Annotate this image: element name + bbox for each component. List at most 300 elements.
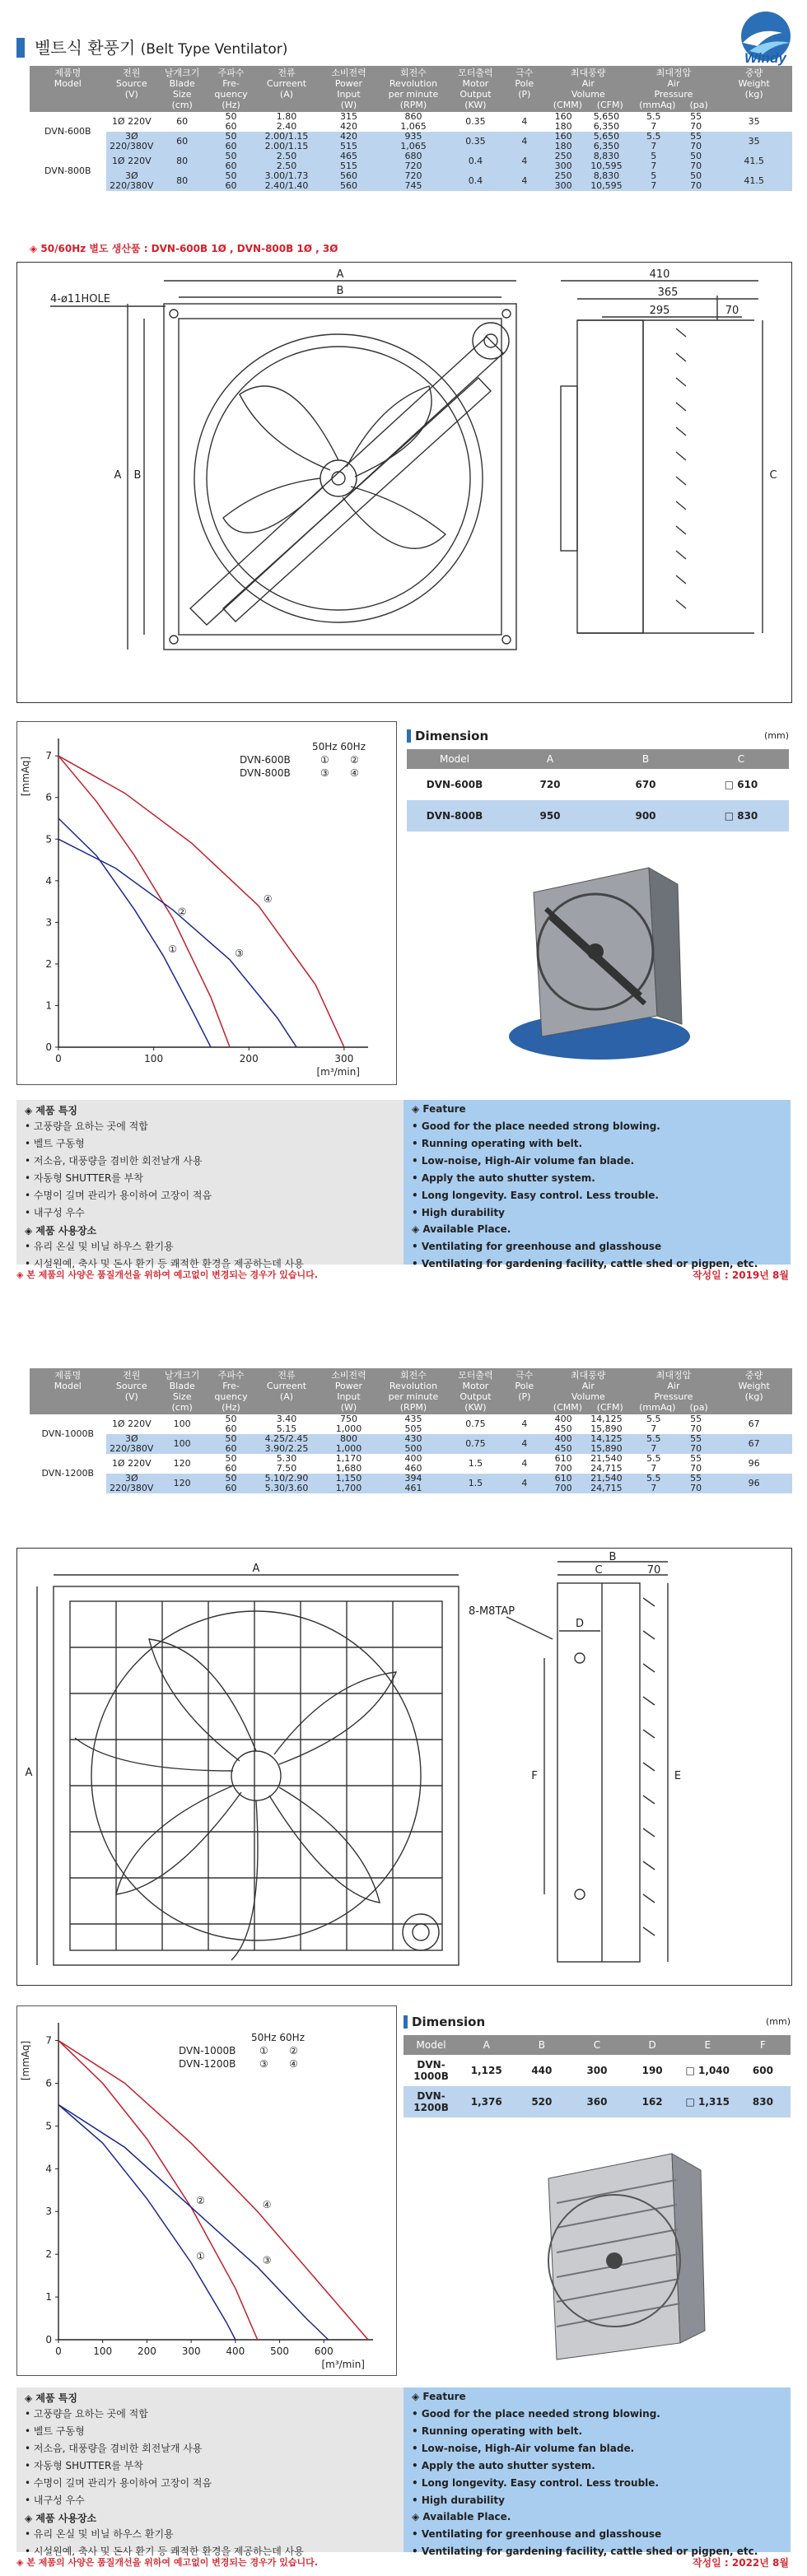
series-label-4: ④ [262, 2199, 272, 2211]
spec-cell-source: 1Ø 220V [106, 112, 157, 132]
dimension-accent-bar [407, 729, 411, 743]
spec-cell-pa: 50 70 [676, 171, 716, 191]
spec-cell-pole: 4 [504, 1434, 545, 1454]
list-item: • 고풍량을 요하는 곳에 적합 [25, 1120, 148, 1132]
list-item: • Ventilating for greenhouse and glasshouse [412, 2528, 662, 2540]
brand-name: Windy [744, 50, 786, 66]
spec-cell-motor: 1.5 [447, 1454, 503, 1474]
x-axis-label: [m³/min] [321, 2359, 365, 2370]
spec-cell-weight: 67 [716, 1434, 792, 1454]
dimension-row [407, 800, 789, 831]
spec-cell-cmm: 250 300 [545, 151, 581, 171]
spec-cell-power: 1,170 1,680 [318, 1454, 379, 1474]
spec-cell-mmaq: 5.5 7 [632, 1414, 676, 1434]
spec-cell-freq: 50 60 [207, 1474, 254, 1493]
spec-cell-pole: 4 [504, 1454, 545, 1474]
dimension-cell: □ 830 [693, 800, 789, 831]
spec-cell-pa: 55 70 [676, 1434, 716, 1454]
feature-list-en [412, 2406, 660, 2509]
spec-cell-weight: 35 [716, 132, 792, 151]
spec-header-weight: 중량 Weight (kg) [716, 1368, 792, 1414]
spec-cell-cmm: 610 700 [545, 1474, 581, 1493]
dim2-label-d: D [575, 1618, 585, 1630]
spec-cell-mmaq: 5 7 [632, 171, 676, 191]
y-tick-label: 7 [45, 750, 52, 762]
spec-header-source: 전원 Source (V) [106, 1368, 157, 1414]
dimension-accent-bar [404, 2015, 408, 2029]
spec-cell-motor: 1.5 [447, 1474, 503, 1493]
spec-cell-weight: 96 [716, 1454, 792, 1474]
spec-header-motor: 모터출력 Motor Output (KW) [447, 1368, 503, 1414]
series-label-1: ① [168, 943, 177, 955]
spec-header-power: 소비전력 Power Input (W) [318, 1368, 379, 1414]
spec-cell-freq: 50 60 [207, 171, 254, 191]
dimension-cell: □ 1,040 [680, 2055, 735, 2086]
spec-cell-motor: 0.35 [447, 112, 503, 132]
dim2-label-70: 70 [646, 1564, 661, 1577]
y-tick-label: 2 [45, 2248, 52, 2261]
dimension-table-1 [407, 749, 789, 831]
spec-cell-pa: 55 70 [676, 112, 716, 132]
x-tick-label: 0 [55, 2345, 62, 2357]
spec-cell-pole: 4 [504, 112, 545, 132]
legend-model: DVN-1200B [179, 2058, 236, 2070]
spec-cell-mmaq: 5.5 7 [632, 1454, 676, 1474]
list-item: • Ventilating for greenhouse and glasshouse [412, 1241, 662, 1252]
legend-60hz: ② [289, 2045, 298, 2057]
spec-cell-source: 3Ø 220/380V [106, 1434, 157, 1454]
spec-cell-pa: 50 70 [676, 151, 716, 171]
spec-cell-motor: 0.35 [447, 132, 503, 151]
spec-header-row [30, 66, 792, 112]
spec-header-airvol: 최대풍량 Air Volume (CMM) (CFM) [545, 66, 632, 112]
spec-cell-rev: 430 500 [380, 1434, 448, 1454]
spec-cell-current: 3.00/1.73 2.40/1.40 [255, 171, 318, 191]
spec-header-pole: 극수 Pole (P) [504, 66, 545, 112]
spec-cell-pole: 4 [504, 151, 545, 171]
spec-cell-rev: 394 461 [380, 1474, 448, 1493]
spec-cell-blade: 120 [157, 1454, 207, 1474]
series-line-1 [58, 818, 211, 1047]
feature-list-en [412, 1118, 660, 1222]
y-axis-label: [mmAq] [20, 756, 31, 797]
place-heading-en: ◈ Available Place. [412, 2511, 511, 2522]
dimension-cell: 670 [598, 769, 693, 800]
spec-row [30, 1454, 792, 1474]
spec-cell-current: 3.40 5.15 [255, 1414, 318, 1434]
spec-cell-cfm: 21,540 24,715 [581, 1474, 631, 1493]
y-axis-label: [mmAq] [20, 2040, 31, 2081]
spec-cell-mmaq: 5.5 7 [632, 1474, 676, 1493]
spec-model-cell: DVN-600B [30, 112, 106, 151]
list-item: • 벨트 구동형 [25, 2425, 85, 2437]
spec-cell-pole: 4 [504, 1414, 545, 1434]
dimension-title: Dimension [415, 729, 489, 743]
dim-365: 365 [657, 286, 679, 299]
spec-cell-weight: 35 [716, 112, 792, 132]
spec-cell-weight: 67 [716, 1414, 792, 1434]
x-tick-label: 500 [270, 2345, 290, 2357]
spec-cell-pole: 4 [504, 132, 545, 151]
feature-list-ko [25, 1118, 212, 1222]
list-item: • Long longevity. Easy control. Less trouble. [412, 2477, 659, 2489]
spec-header-airpress: 최대정압 Air Pressure (mmAq) (pa) [632, 66, 716, 112]
spec-cell-pa: 55 70 [676, 132, 716, 151]
list-item: • 시설원예, 축사 및 돈사 환기 등 쾌적한 환경을 제공하는데 사용 [25, 1258, 304, 1269]
series-label-2: ② [177, 906, 187, 918]
list-item: • Ventilating for gardening facility, cattle shed or pigpen, etc. [412, 2546, 758, 2557]
spec-cell-cmm: 400 450 [545, 1414, 581, 1434]
list-item: • 내구성 우수 [25, 1207, 85, 1218]
series-label-3: ③ [262, 2254, 272, 2266]
spec-cell-power: 560 560 [318, 171, 379, 191]
dimension-header-row [404, 2035, 791, 2055]
spec-cell-cfm: 8,830 10,595 [581, 151, 631, 171]
dimension-cell: 900 [598, 800, 693, 831]
legend-60hz: ④ [350, 767, 359, 779]
list-item: • High durability [412, 1207, 505, 1218]
dim-410: 410 [649, 268, 670, 281]
dimension-row [407, 769, 789, 800]
legend-model: DVN-800B [240, 767, 291, 779]
spec-cell-freq: 50 60 [207, 1434, 254, 1454]
spec-header-freq: 주파수 Fre- quency (Hz) [207, 1368, 254, 1414]
list-item: • 저소음, 대풍량을 겸비한 회전날개 사용 [25, 1155, 203, 1167]
spec-header-model: 제품명 Model [30, 1368, 106, 1414]
product-photo-ventilator-2 [524, 2145, 721, 2368]
x-tick-label: 200 [239, 1053, 259, 1064]
series-line-4 [58, 756, 344, 1047]
place-heading-en: ◈ Available Place. [412, 1223, 511, 1235]
dimension-cell: 1,125 [459, 2055, 514, 2086]
y-tick-label: 0 [45, 2334, 52, 2345]
dimension-header-cell: B [598, 749, 693, 769]
x-tick-label: 300 [181, 2345, 201, 2357]
list-item: • Apply the auto shutter system. [412, 1172, 595, 1184]
spec-header-freq: 주파수 Fre- quency (Hz) [207, 66, 254, 112]
dim2-label-b: B [609, 1551, 617, 1563]
dimension-cell: 440 [514, 2055, 569, 2086]
spec-cell-blade: 60 [157, 132, 207, 151]
spec-cell-source: 1Ø 220V [106, 151, 157, 171]
spec-change-notice-1: ◈ 본 제품의 사양은 품질개선을 위하여 예고없이 변경되는 경우가 있습니다. [16, 1269, 318, 1280]
spec-header-current: 전류 Curreent (A) [255, 66, 318, 112]
dimension-cell: 950 [502, 800, 598, 831]
performance-chart-2 [16, 2005, 397, 2376]
dimension-unit: (mm) [765, 2016, 791, 2027]
dim-label-a-vertical: A [114, 469, 122, 482]
dim2-label-a: A [252, 1563, 260, 1575]
spec-cell-power: 750 1,000 [318, 1414, 379, 1434]
spec-model-cell: DVN-800B [30, 151, 106, 191]
dimension-heading-2 [404, 2014, 791, 2030]
dim-295: 295 [649, 305, 670, 317]
production-note: ◈ 50/60Hz 별도 생산품 : DVN-600B 1Ø , DVN-800B 1Ø , 3Ø [30, 243, 338, 254]
created-date-2: 작성일 : 2022년 8월 [692, 2557, 789, 2569]
legend-60hz: ④ [289, 2058, 298, 2070]
dim2-label-a-vertical: A [25, 1767, 33, 1779]
spec-header-row [30, 1368, 792, 1414]
dim2-label-c: C [595, 1564, 603, 1577]
chart-1-svg [17, 722, 396, 1084]
dimension-cell: 520 [514, 2086, 569, 2117]
dim2-label-e: E [674, 1770, 682, 1782]
spec-cell-cmm: 160 180 [545, 112, 581, 132]
list-item: • High durability [412, 2494, 505, 2506]
x-axis-label: [m³/min] [316, 1066, 360, 1078]
spec-cell-mmaq: 5.5 7 [632, 1434, 676, 1454]
spec-cell-blade: 120 [157, 1474, 207, 1493]
list-item: • 유리 온실 및 비닐 하우스 환기용 [25, 1241, 174, 1252]
spec-cell-cmm: 160 180 [545, 132, 581, 151]
dimension-header-cell: D [625, 2035, 680, 2055]
y-tick-label: 7 [45, 2034, 52, 2047]
spec-row [30, 132, 792, 151]
spec-cell-current: 5.10/2.90 5.30/3.60 [255, 1474, 318, 1493]
x-tick-label: 600 [314, 2345, 334, 2357]
dimension-cell: 360 [569, 2086, 624, 2117]
spec-cell-cfm: 14,125 15,890 [581, 1414, 631, 1434]
features-korean-1 [16, 1100, 404, 1269]
y-tick-label: 1 [45, 2291, 52, 2303]
spec-header-blade: 날개크기 Blade Size (cm) [157, 1368, 207, 1414]
list-item: • 유리 온실 및 비닐 하우스 환기용 [25, 2528, 174, 2540]
dimension-header-cell: C [693, 749, 789, 769]
y-tick-label: 1 [45, 999, 52, 1012]
spec-cell-weight: 96 [716, 1474, 792, 1493]
spec-cell-rev: 435 505 [380, 1414, 448, 1434]
dim-label-b: B [336, 285, 344, 297]
spec-cell-power: 465 515 [318, 151, 379, 171]
spec-cell-source: 3Ø 220/380V [106, 1474, 157, 1493]
spec-cell-pa: 55 70 [676, 1454, 716, 1474]
dimension-cell: 190 [625, 2055, 680, 2086]
dimension-cell: □ 1,315 [680, 2086, 735, 2117]
spec-header-pole: 극수 Pole (P) [504, 1368, 545, 1414]
list-item: • 자동형 SHUTTER를 부착 [25, 2460, 143, 2471]
spec-model-cell: DVN-1000B [30, 1414, 106, 1454]
created-date-1: 작성일 : 2019년 8월 [692, 1269, 789, 1281]
dim-70: 70 [725, 305, 739, 317]
series-label-2: ② [196, 2195, 205, 2207]
spec-cell-source: 1Ø 220V [106, 1414, 157, 1434]
spec-cell-rev: 680 720 [380, 151, 448, 171]
series-line-2 [58, 756, 230, 1047]
legend-50hz: ① [320, 754, 329, 766]
dimension-cell: 600 [735, 2055, 791, 2086]
spec-cell-pole: 4 [504, 1474, 545, 1493]
spec-header-model: 제품명 Model [30, 66, 106, 112]
tap-label: 8-M8TAP [469, 1605, 515, 1618]
y-tick-label: 3 [45, 2206, 52, 2218]
dimension-cell: 720 [502, 769, 598, 800]
spec-cell-cfm: 5,650 6,350 [581, 112, 631, 132]
spec-row [30, 1414, 792, 1434]
spec-cell-source: 3Ø 220/380V [106, 171, 157, 191]
y-tick-label: 6 [45, 791, 52, 804]
dimension-header-cell: B [514, 2035, 569, 2055]
legend-50hz: ③ [320, 767, 329, 779]
spec-cell-blade: 80 [157, 151, 207, 171]
spec-cell-weight: 41.5 [716, 151, 792, 171]
spec-table-1 [30, 66, 792, 191]
spec-header-rev: 회전수 Revolution per minute (RPM) [380, 1368, 448, 1414]
series-line-3 [58, 839, 296, 1047]
spec-cell-motor: 0.75 [447, 1414, 503, 1434]
spec-cell-blade: 100 [157, 1414, 207, 1434]
dimension-unit: (mm) [763, 730, 789, 741]
spec-cell-pa: 55 70 [676, 1474, 716, 1493]
y-tick-label: 0 [45, 1041, 52, 1053]
page-title [35, 36, 287, 61]
spec-table-2 [30, 1368, 792, 1493]
spec-cell-cfm: 5,650 6,350 [581, 132, 631, 151]
spec-cell-rev: 935 1,065 [380, 132, 448, 151]
x-tick-label: 200 [137, 2345, 156, 2357]
list-item: • Running operating with belt. [412, 1138, 583, 1149]
y-tick-label: 4 [45, 2163, 52, 2175]
list-item: • 수명이 길며 관리가 용이하여 고장이 적음 [25, 2477, 212, 2489]
spec-row [30, 171, 792, 191]
spec-cell-cfm: 8,830 10,595 [581, 171, 631, 191]
spec-cell-power: 1,150 1,700 [318, 1474, 379, 1493]
legend-60hz: ② [350, 754, 359, 766]
y-tick-label: 6 [45, 2077, 52, 2089]
performance-chart-1 [16, 721, 397, 1085]
spec-row [30, 151, 792, 171]
dimension-cell: DVN-1000B [404, 2055, 459, 2086]
dimension-header-cell: Model [407, 749, 502, 769]
dimension-cell: 300 [569, 2055, 624, 2086]
feature-heading-ko: ◈ 제품 특징 [25, 1105, 77, 1116]
list-item: • Good for the place needed strong blowing. [412, 2408, 660, 2420]
spec-cell-freq: 50 60 [207, 112, 254, 132]
list-item: • Good for the place needed strong blowing. [412, 1120, 660, 1132]
spec-row [30, 1434, 792, 1454]
dimension-cell: 1,376 [459, 2086, 514, 2117]
series-label-3: ③ [235, 947, 244, 959]
list-item: • 고풍량을 요하는 곳에 적합 [25, 2408, 148, 2420]
dimension-heading-1 [407, 728, 789, 744]
spec-header-source: 전원 Source (V) [106, 66, 157, 112]
list-item: • Long longevity. Easy control. Less trouble. [412, 1190, 659, 1201]
feature-heading-ko: ◈ 제품 특징 [25, 2392, 77, 2404]
spec-cell-mmaq: 5 7 [632, 151, 676, 171]
spec-cell-weight: 41.5 [716, 171, 792, 191]
list-item: • 시설원예, 축사 및 돈사 환기 등 쾌적한 환경을 제공하는데 사용 [25, 2546, 304, 2557]
hole-label: 4-ø11HOLE [50, 293, 110, 305]
spec-cell-current: 4.25/2.45 3.90/2.25 [255, 1434, 318, 1454]
spec-cell-power: 800 1,000 [318, 1434, 379, 1454]
spec-header-airvol: 최대풍량 Air Volume (CMM) (CFM) [545, 1368, 632, 1414]
spec-header-power: 소비전력 Power Input (W) [318, 66, 379, 112]
spec-cell-current: 1.80 2.40 [255, 112, 318, 132]
spec-cell-current: 2.00/1.15 2.00/1.15 [255, 132, 318, 151]
title-korean: 벨트식 환풍기 [35, 38, 136, 58]
series-label-1: ① [196, 2250, 205, 2262]
legend-50hz: ① [259, 2045, 268, 2057]
spec-cell-cmm: 400 450 [545, 1434, 581, 1454]
dimension-table-2 [404, 2035, 791, 2117]
spec-cell-freq: 50 60 [207, 1414, 254, 1434]
dimension-cell: 162 [625, 2086, 680, 2117]
features-korean-2 [16, 2387, 404, 2557]
title-accent-bar [16, 38, 25, 58]
spec-cell-freq: 50 60 [207, 1454, 254, 1474]
dimension-cell: DVN-600B [407, 769, 502, 800]
series-label-4: ④ [263, 893, 273, 906]
spec-cell-rev: 860 1,065 [380, 112, 448, 132]
spec-cell-blade: 100 [157, 1434, 207, 1454]
spec-cell-cfm: 14,125 15,890 [581, 1434, 631, 1454]
place-heading-ko: ◈ 제품 사용장소 [25, 1225, 97, 1237]
y-tick-label: 4 [45, 874, 52, 887]
features-english-2 [404, 2387, 791, 2557]
spec-cell-source: 1Ø 220V [106, 1454, 157, 1474]
spec-cell-pa: 55 70 [676, 1414, 716, 1434]
page-title-row [16, 36, 675, 59]
spec-header-weight: 중량 Weight (kg) [716, 66, 792, 112]
spec-change-notice-2: ◈ 본 제품의 사양은 품질개선을 위하여 예고없이 변경되는 경우가 있습니다. [16, 2557, 318, 2568]
x-tick-label: 100 [93, 2345, 113, 2357]
x-tick-label: 400 [226, 2345, 245, 2357]
feature-heading-en: ◈ Feature [412, 1103, 466, 1115]
y-tick-label: 2 [45, 957, 52, 970]
product-photo-ventilator-1 [484, 859, 707, 1065]
spec-header-blade: 날개크기 Blade Size (cm) [157, 66, 207, 112]
dimension-header-cell: C [569, 2035, 624, 2055]
spec-cell-source: 3Ø 220/380V [106, 132, 157, 151]
dimension-header-row [407, 749, 789, 769]
spec-cell-blade: 80 [157, 171, 207, 191]
spec-cell-cmm: 610 700 [545, 1454, 581, 1474]
spec-cell-cmm: 250 300 [545, 171, 581, 191]
dim-label-a: A [336, 268, 344, 281]
dim-label-c: C [769, 469, 777, 482]
spec-cell-motor: 0.75 [447, 1434, 503, 1454]
list-item: • Ventilating for gardening facility, cattle shed or pigpen, etc. [412, 1258, 758, 1269]
legend-model: DVN-1000B [179, 2045, 236, 2057]
spec-cell-motor: 0.4 [447, 151, 503, 171]
spec-cell-mmaq: 5.5 7 [632, 112, 676, 132]
dimension-cell: DVN-800B [407, 800, 502, 831]
spec-cell-mmaq: 5.5 7 [632, 132, 676, 151]
spec-cell-rev: 400 460 [380, 1454, 448, 1474]
dimension-cell: DVN-1200B [404, 2086, 459, 2117]
series-line-2 [58, 2041, 258, 2340]
legend-50hz: ③ [259, 2058, 268, 2070]
spec-row [30, 112, 792, 132]
list-item: • Low-noise, High-Air volume fan blade. [412, 1155, 635, 1167]
dimension-header-cell: Model [404, 2035, 459, 2055]
list-item: • Running operating with belt. [412, 2425, 583, 2437]
spec-model-cell: DVN-1200B [30, 1454, 106, 1493]
dimension-cell: 830 [735, 2086, 791, 2117]
dimension-header-cell: A [502, 749, 598, 769]
features-english-1 [404, 1100, 791, 1269]
dimension-header-cell: E [680, 2035, 735, 2055]
spec-cell-freq: 50 60 [207, 151, 254, 171]
legend-hz: 50Hz 60Hz [312, 741, 366, 752]
place-heading-ko: ◈ 제품 사용장소 [25, 2513, 97, 2524]
spec-cell-power: 420 515 [318, 132, 379, 151]
spec-cell-current: 2.50 2.50 [255, 151, 318, 171]
legend-hz: 50Hz 60Hz [251, 2032, 305, 2043]
spec-row [30, 1474, 792, 1493]
spec-header-current: 전류 Curreent (A) [255, 1368, 318, 1414]
feature-heading-en: ◈ Feature [412, 2391, 466, 2402]
y-tick-label: 5 [45, 833, 52, 845]
